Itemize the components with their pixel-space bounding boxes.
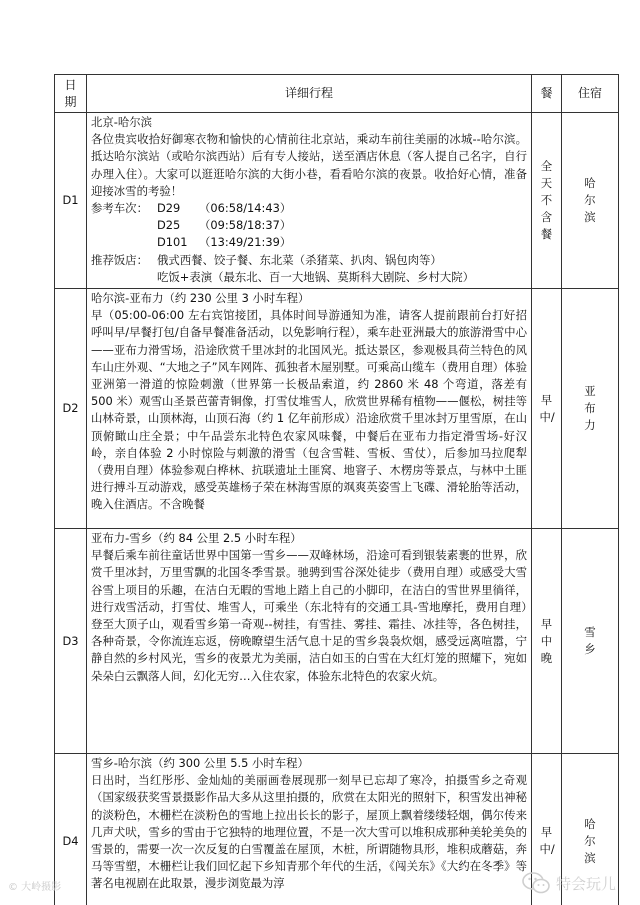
- watermark-right: [522, 868, 616, 898]
- table-header-row: [55, 75, 619, 113]
- table-row: [55, 289, 619, 529]
- day-cell: D4: [55, 754, 87, 905]
- meal-cell: 全天不含餐: [532, 113, 562, 289]
- stay-cell: 哈尔滨: [562, 113, 619, 289]
- day-cell: D1: [55, 113, 87, 289]
- day-cell: D2: [55, 289, 87, 529]
- wechat-icon: [522, 871, 550, 895]
- header-detail: 详细行程: [87, 75, 532, 113]
- detail-paragraph: 早餐后乘车前往童话世界中国第一雪乡——双峰林场，沿途可看到银装素裹的世界，欣赏千里冰封，万里雪飘的北国冬季雪景。驰骋到雪谷深处徒步（费用自理）或感受大雪谷雪上项目的乐趣，在洁白无暇的雪地上踏上自己的小脚印，在洁白的雪世界里徜徉，进行戏雪活动，打雪仗、堆雪人，可乘坐（东北特有的交通工具-雪地摩托，费用自理）登至大顶子山，观看雪乡第一奇观--树挂，有雪挂、雾挂、霜挂、冰挂等，各色树挂，各种奇景，令你流连忘返，傍晚瞭望生活气息十足的雪乡袅袅炊烟，感受远离喧嚣，宁静自然的乡村风光，雪乡的夜景尤为美丽，洁白如玉的白雪在大红灯笼的照耀下，宛如朵朵白云飘落人间，幻化无穷…入住农家，体验东北特色的农家火炕。: [91, 548, 527, 683]
- route-title: 北京-哈尔滨: [91, 115, 153, 129]
- restaurant-item: 吃饭+表演（最东北、百一大地锅、莫斯科大剧院、乡村大院）: [157, 269, 475, 284]
- restaurant-list: 推荐饭店： 俄式西餐、饺子餐、东北菜（杀猪菜、扒肉、锅包肉等） 吃饭+表演（最东北、百一大地锅、莫斯科大剧院、乡村大院）: [91, 252, 527, 286]
- stay-cell: 雪乡: [562, 529, 619, 754]
- table-row: [55, 113, 619, 289]
- train-item: 参考车次： D29 （06:58/14:43）: [91, 201, 292, 216]
- train-item: D25 （09:58/18:37）: [157, 218, 292, 233]
- day-cell: D3: [55, 529, 87, 754]
- route-title: 亚布力-雪乡（约 84 公里 2.5 小时车程）: [91, 531, 302, 546]
- detail-cell: [87, 113, 532, 289]
- watermark-left: © 大岭摄影: [8, 882, 62, 893]
- detail-paragraph: 各位贵宾收拾好御寒衣物和愉快的心情前往北京站，乘动车前往美丽的冰城--哈尔滨。抵达哈尔滨站（或哈尔滨西站）后有专人接站，送至酒店休息（客人提自己名字，自行办理入住）。大家可以逛逛哈尔滨的大街小巷，看看哈尔滨的夜景。收拾好心情，准备迎接冰雪的考验！: [91, 132, 527, 198]
- stay-cell: 哈尔滨: [562, 754, 619, 905]
- detail-paragraph: 日出时，当红彤彤、金灿灿的美丽画卷展现那一刻早已忘却了寒冷，拍摄雪乡之奇观（国家级获奖雪景摄影作品大多从这里拍摄的，欣赏在太阳光的照射下，积雪发出神秘的淡粉色，木栅栏在淡粉色的雪地上拉出长长的影子，屋顶上飘着缕缕轻烟，偶尔传来几声犬吠，雪乡的雪由于它独特的地理位置，不是一次大雪可以堆积成那种美轮美奂的雪景的，需要一次一次反复的白雪覆盖在屋顶，木桩，所谓随物具形，堆积成蘑菇，奔马等雪塑，木栅栏让我们回忆起下乡知青那个年代的生活，《闯关东》《大约在冬季》等著名电视剧在此取景，漫步浏览最为淳: [91, 773, 527, 891]
- header-stay: 住宿: [562, 75, 619, 113]
- header-day: 日期: [55, 75, 87, 113]
- route-title: 哈尔滨-亚布力（约 230 公里 3 小时车程）: [91, 291, 310, 306]
- stay-cell: 亚布力: [562, 289, 619, 529]
- detail-paragraph: 早（05:00-06:00 左右宾馆接团，具体时间导游通知为准，请客人提前跟前台打好招呼叫早/早餐打包/自备早餐准备活动，以免影响行程），乘车赴亚洲最大的旅游滑雪中心——亚布力滑雪场，沿途欣赏千里冰封的北国风光。抵达景区，参观极具荷兰特色的风车山庄外观、“大地之子”风车网阵、孤独者木屋别墅。可乘高山缆车（费用自理）体验亚洲第一滑道的惊险刺激（世界第一长极品索道，约 2860 米 48 个弯道，落差有 500 米）观雪山圣景芭蕾青铜像，打雪仗堆雪人，欣赏世界稀有植物——偃松，树挂等山林奇景，山顶林海，山顶石海（约 1 亿年前形成）沿途欣赏千里冰封万里雪原，在山顶俯瞰山庄全景；中午品尝东北特色农家风味餐，中餐后在亚布力指定滑雪场-好汉岭，亲自体验 2 小时惊险与刺激的滑雪（包含雪鞋、雪板、雪仗），后参加马拉爬犁（费用自理）体验参观白桦林、抗联遗址土匪窝、地窨子、木楞房等景点，与林中土匪进行搏斗互动游戏，感受英雄杨子荣在林海雪原的飒爽英姿雪上飞碟、滑轮胎等活动，晚入住酒店。不含晚餐: [91, 308, 527, 512]
- train-list: [91, 200, 527, 252]
- restaurant-item: 俄式西餐、饺子餐、东北菜（杀猪菜、扒肉、锅包肉等）: [157, 252, 442, 267]
- detail-cell: [87, 754, 532, 905]
- meal-cell: 早中晚: [532, 529, 562, 754]
- itinerary-table: [54, 74, 619, 905]
- header-meal: 餐: [532, 75, 562, 113]
- detail-cell: [87, 529, 532, 754]
- meal-cell: 早中/: [532, 754, 562, 905]
- train-item: D101 （13:49/21:39）: [157, 235, 292, 250]
- route-title: 雪乡-哈尔滨（约 300 公里 5.5 小时车程）: [91, 756, 309, 771]
- watermark-right-text: 特会玩儿: [555, 874, 616, 893]
- table-row: [55, 529, 619, 754]
- meal-cell: 早中/: [532, 289, 562, 529]
- detail-cell: [87, 289, 532, 529]
